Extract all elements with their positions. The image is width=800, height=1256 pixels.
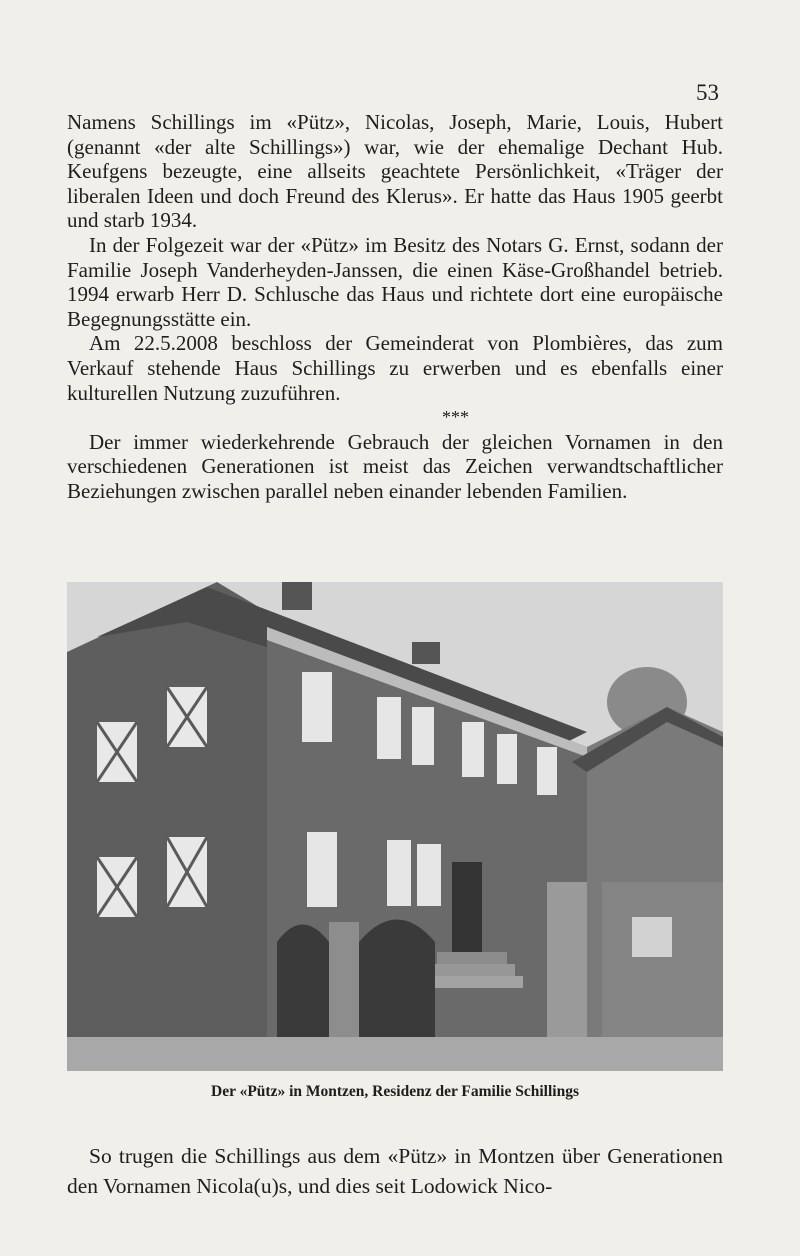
paragraph-vornamen-nicolaus: So trugen die Schillings aus dem «Pütz» in Montzen über Generationen den Vornamen Nicola(u)s, und dies seit Lodowick Nico-	[67, 1144, 723, 1198]
section-separator: ***	[442, 407, 469, 428]
house-photo	[67, 582, 723, 1071]
paragraph-folgezeit: In der Folgezeit war der «Pütz» im Besitz des Notars G. Ernst, sodann der Familie Joseph Vanderheyden-Janssen, die einen Käse-Großhandel betrieb. 1994 erwarb Herr D. Schlusche das Haus und richtete dort eine europäische Begegnungsstätte ein.	[67, 232, 723, 331]
figure-caption: Der «Pütz» in Montzen, Residenz der Familie Schillings	[211, 1083, 579, 1100]
page-number: 53	[696, 80, 719, 105]
paragraph-vornamen: Der immer wiederkehrende Gebrauch der gleichen Vornamen in den verschiedenen Generationen ist meist das Zeichen verwandtschaftlicher Beziehungen zwischen parallel neben einander lebenden Familien.	[67, 429, 723, 503]
paragraph-gemeinderat: Am 22.5.2008 beschloss der Gemeinderat von Plombières, das zum Verkauf stehende Haus Schillings zu erwerben und es ebenfalls einer kulturellen Nutzung zuzuführen.	[67, 331, 723, 405]
body-text-upper	[67, 110, 723, 504]
house-photo-illustration	[67, 582, 723, 1071]
paragraph-schillings-nicolas: Namens Schillings im «Pütz», Nicolas, Joseph, Marie, Louis, Hubert (genannt «der alte Schillings») war, wie der ehemalige Dechant Hub. Keufgens bezeugte, eine allseits geachtete Persönlichkeit, «Träger der liberalen Ideen und doch Freund des Klerus». Er hatte das Haus 1905 geerbt und starb 1934.	[67, 110, 723, 233]
body-text-lower	[67, 1141, 723, 1201]
